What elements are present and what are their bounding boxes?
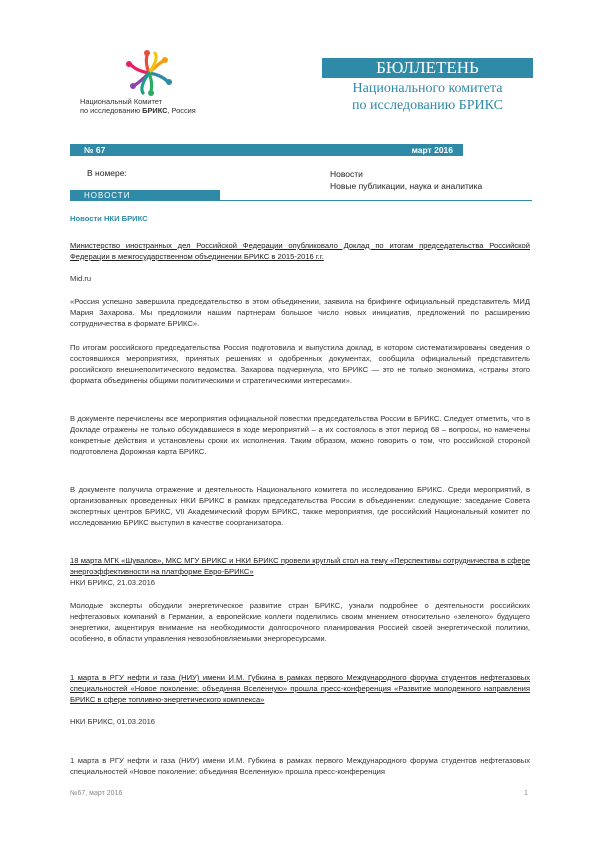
article-1-paragraph-3: В документе перечислены все мероприятия официальной повестки председательства России в БРИКС. Следует отметить, что в Докладе отражены не только обсуждавшиеся в ходе мероприятий – а их состоялось в этот период 68 – вопросы, но намечены конкретные действия и установлены сроки их исполнения. Таким образом, можно говорить о том, что российской стороной подготовлена Дорожная карта БРИКС. [70,414,530,456]
article-1-source: Mid.ru [70,274,92,283]
page-number: 1 [524,790,528,797]
org-line-2-bold: БРИКС [142,106,168,115]
contents-item[interactable]: Новые публикации, наука и аналитика [330,181,483,191]
section-subtitle: Новости НКИ БРИКС [70,214,148,223]
article-1-link[interactable]: Министерство иностранных дел Российской Федерации опубликовало Доклад по итогам председательства Российской Федерации в межгосударственном объединении БРИКС в 2015-2016 г.г. [70,241,530,261]
bulletin-banner: БЮЛЛЕТЕНЬ [322,58,533,78]
article-2-paragraph-1: Молодые эксперты обсудили энергетическое развитие стран БРИКС, узнали подробнее о деятельности российских нефтегазовых компаний в Германии, а европейские коллеги поделились своим мнением относительно «зеленого» будущего энергетики, акцентируя внимание на необходимости долгосрочного планирования Россией своей энергетической политики, особенно, в области управления невозобновляемыми энергоресурсами. [70,601,530,643]
section-title-bar: НОВОСТИ [70,190,220,201]
footer-issue: №67, март 2016 [70,790,123,797]
issue-bar [70,144,463,156]
article-3-link[interactable]: 1 марта в РГУ нефти и газа (НИУ) имени И.М. Губкина в рамках первого Международного форума студентов нефтегазовых специальностей «Новое поколение: объединяя Вселенную» прошла пресс-конференция «Развитие молодежного направления БРИКС в сфере топливно-энергетического комплекса» [70,673,530,704]
brics-logo-icon [120,48,178,98]
article-1-paragraph-2: По итогам российского председательства Россия подготовила и выпустила доклад, в котором систематизированы сведения о состоявшихся мероприятиях, принятых решениях и одобренных документах, сообщила официальный представитель российского внешнеполитического ведомства. Захарова подчеркнула, что БРИКС — это не только экономика, «страны этого формата объединены общими политическими и стратегическими интересами». [70,343,530,385]
subtitle-line-2: по исследованию БРИКС [352,98,503,113]
org-line-1: Национальный Комитет [80,97,163,106]
article-3-source: НКИ БРИКС, 01.03.2016 [70,717,156,726]
article-2-source: НКИ БРИКС, 21.03.2016 [70,578,156,587]
in-issue-label: В номере: [87,168,127,178]
contents-item[interactable]: Новости [330,169,363,179]
issue-contents [330,168,482,192]
org-line-2-pre: по исследованию [80,106,143,115]
organization-name [80,97,230,115]
section-divider [220,200,532,201]
issue-number: № 67 [84,145,106,155]
article-1-paragraph-1: «Россия успешно завершила председательство в этом объединении, заявила на брифинге официальный представитель МИД Мария Захарова. Мы предложили нашим партнерам большое число новых инициатив, предложений по расширению сотрудничества в формате БРИКС». [70,297,530,328]
org-line-2 [80,106,230,115]
bulletin-subtitle [322,80,533,114]
article-1-paragraph-4: В документе получила отражение и деятельность Национального комитета по исследованию БРИКС. Среди мероприятий, в организованных проведенных НКИ БРИКС в рамках председательства России в объединении: следующие: заседание Совета экспертных центров БРИКС, VII Академический форум БРИКС, также мероприятия, где российский Национальный комитет по исследованию БРИКС выступил в качестве соорганизатора. [70,485,530,527]
article-2-link[interactable]: 18 марта МГК «Шувалов», МКС МГУ БРИКС и НКИ БРИКС провели круглый стол на тему «Перспективы сотрудничества в сфере энергоэффективности на платформе Евро-БРИКС» [70,556,530,576]
subtitle-line-1: Национального комитета [352,81,503,96]
issue-date: март 2016 [411,145,453,155]
org-line-2-post: , Россия [167,106,196,115]
article-3-paragraph-1: 1 марта в РГУ нефти и газа (НИУ) имени И.М. Губкина в рамках первого Международного форума студентов нефтегазовых специальностей «Новое поколение: объединяя Вселенную» прошла пресс-конференция [70,756,530,776]
